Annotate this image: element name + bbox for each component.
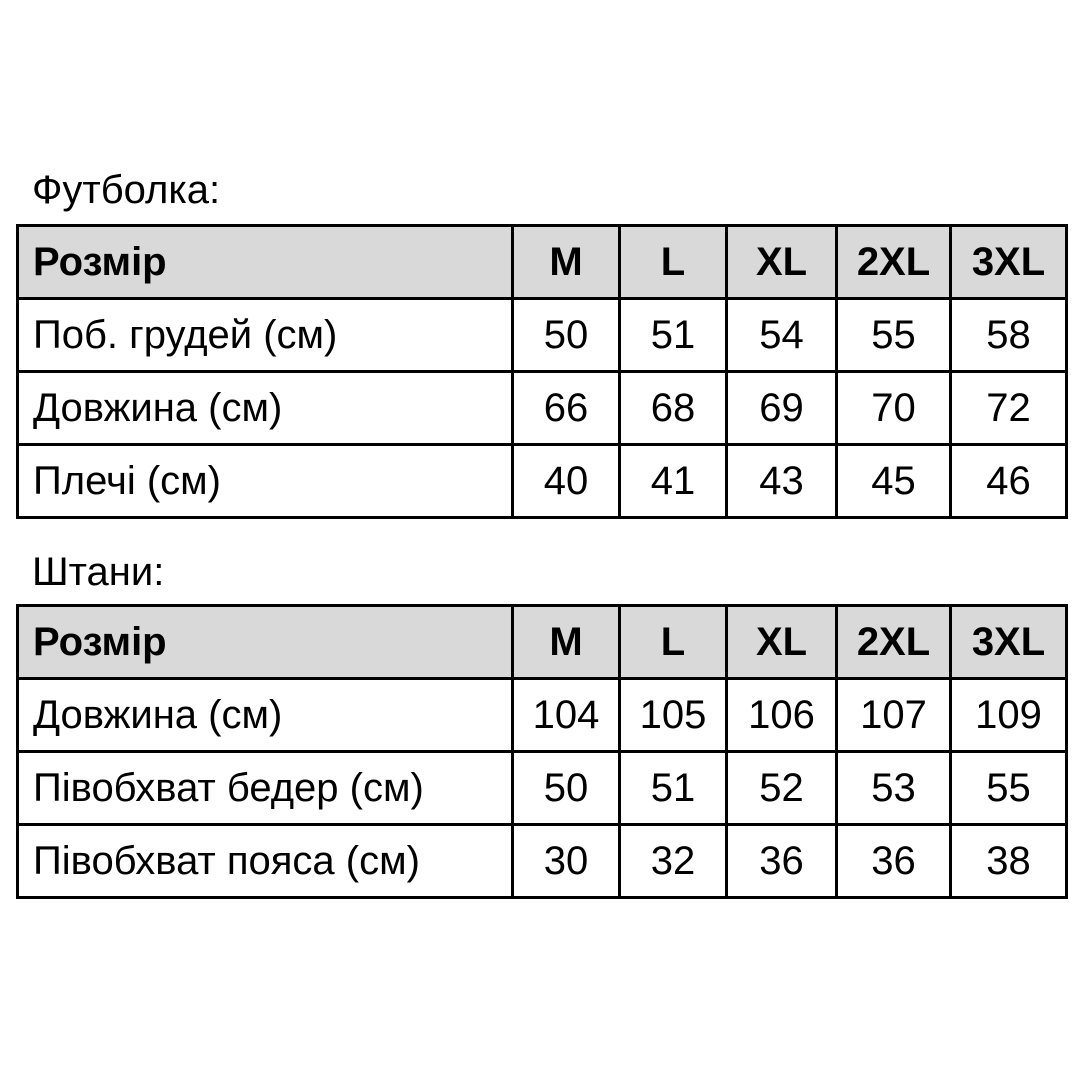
tshirt-size-table	[16, 224, 1068, 519]
header-size-cell: XL	[727, 226, 837, 299]
table-header-row	[18, 226, 1067, 299]
value-cell: 104	[513, 679, 620, 752]
row-label-cell: Довжина (см)	[18, 679, 513, 752]
value-cell: 109	[951, 679, 1067, 752]
value-cell: 68	[620, 372, 727, 445]
value-cell: 70	[837, 372, 951, 445]
value-cell: 38	[951, 825, 1067, 898]
header-size-cell: M	[513, 226, 620, 299]
value-cell: 107	[837, 679, 951, 752]
value-cell: 69	[727, 372, 837, 445]
header-size-cell: L	[620, 226, 727, 299]
value-cell: 54	[727, 299, 837, 372]
table-row	[18, 679, 1067, 752]
header-label-cell: Розмір	[18, 606, 513, 679]
value-cell: 36	[837, 825, 951, 898]
pants-section-title: Штани:	[32, 550, 165, 594]
table-row	[18, 752, 1067, 825]
header-size-cell: L	[620, 606, 727, 679]
value-cell: 46	[951, 445, 1067, 518]
value-cell: 32	[620, 825, 727, 898]
value-cell: 43	[727, 445, 837, 518]
header-size-cell: 3XL	[951, 606, 1067, 679]
tshirt-section-title: Футболка:	[32, 168, 221, 212]
row-label-cell: Поб. грудей (см)	[18, 299, 513, 372]
row-label-cell: Довжина (см)	[18, 372, 513, 445]
table-row	[18, 299, 1067, 372]
value-cell: 66	[513, 372, 620, 445]
value-cell: 50	[513, 299, 620, 372]
table-row	[18, 825, 1067, 898]
value-cell: 58	[951, 299, 1067, 372]
header-size-cell: 2XL	[837, 226, 951, 299]
header-size-cell: 3XL	[951, 226, 1067, 299]
row-label-cell: Півобхват бедер (см)	[18, 752, 513, 825]
value-cell: 55	[837, 299, 951, 372]
value-cell: 105	[620, 679, 727, 752]
table-header-row	[18, 606, 1067, 679]
value-cell: 41	[620, 445, 727, 518]
value-cell: 55	[951, 752, 1067, 825]
value-cell: 45	[837, 445, 951, 518]
header-size-cell: 2XL	[837, 606, 951, 679]
header-size-cell: XL	[727, 606, 837, 679]
row-label-cell: Плечі (см)	[18, 445, 513, 518]
header-label-cell: Розмір	[18, 226, 513, 299]
value-cell: 40	[513, 445, 620, 518]
value-cell: 50	[513, 752, 620, 825]
value-cell: 52	[727, 752, 837, 825]
table-row	[18, 445, 1067, 518]
value-cell: 106	[727, 679, 837, 752]
value-cell: 72	[951, 372, 1067, 445]
row-label-cell: Півобхват пояса (см)	[18, 825, 513, 898]
pants-size-table	[16, 604, 1068, 899]
table-row	[18, 372, 1067, 445]
value-cell: 36	[727, 825, 837, 898]
value-cell: 30	[513, 825, 620, 898]
value-cell: 51	[620, 299, 727, 372]
header-size-cell: M	[513, 606, 620, 679]
value-cell: 51	[620, 752, 727, 825]
value-cell: 53	[837, 752, 951, 825]
